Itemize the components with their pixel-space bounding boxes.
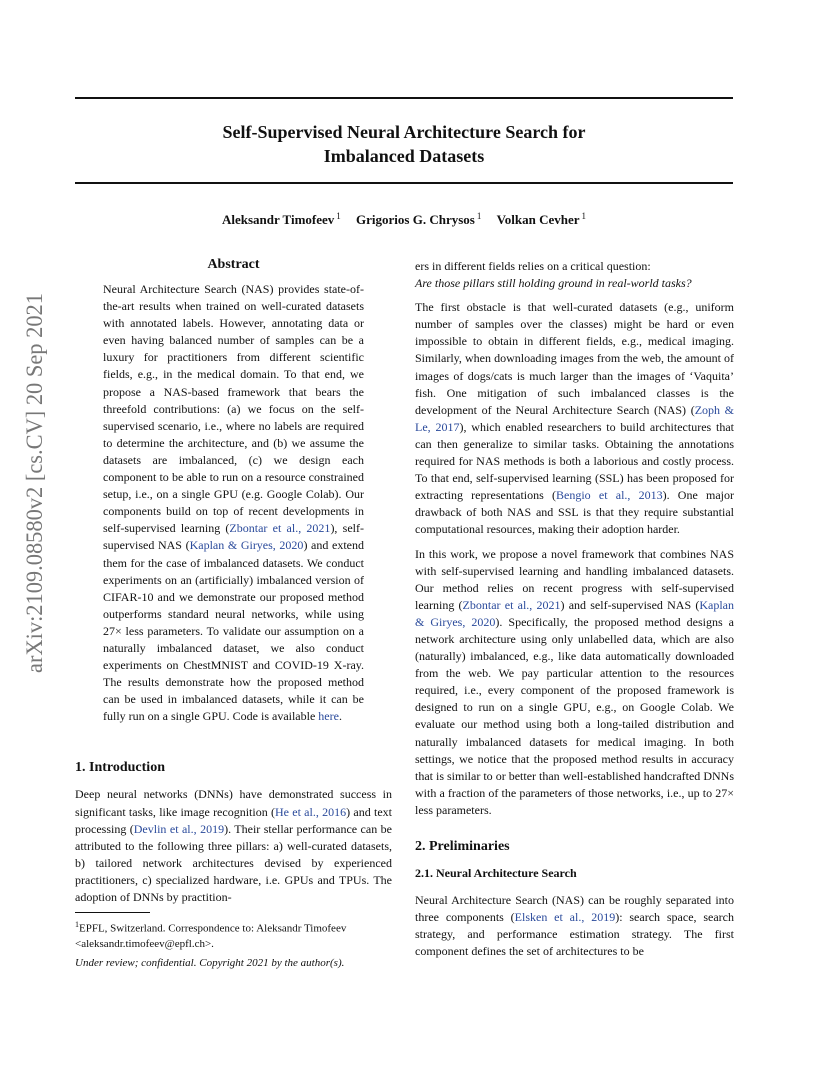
- title-line-2: Imbalanced Datasets: [323, 146, 485, 166]
- citation-link[interactable]: Kaplan & Giryes, 2020: [189, 538, 304, 553]
- body-text: ). One major drawback of both NAS and SSL is that they require substantial computational resources, making their adoption harder.: [415, 488, 734, 537]
- author-2-name: Grigorios G. Chrysos: [356, 212, 475, 228]
- preliminaries-heading: 2. Preliminaries: [415, 839, 510, 854]
- abstract-heading: Abstract: [207, 257, 260, 272]
- author-3: [497, 212, 586, 227]
- citation-link[interactable]: Zoph & Le, 2017: [415, 402, 734, 434]
- introduction-heading: 1. Introduction: [75, 760, 165, 776]
- body-text: ers in different fields relies on a critical question:: [415, 259, 651, 273]
- italic-question: Are those pillars still holding ground in real-world tasks?: [415, 276, 692, 291]
- citation-link[interactable]: Zbontar et al., 2021: [462, 597, 561, 612]
- abstract-text: Neural Architecture Search (NAS) provides state-of-the-art results when trained on well-curated datasets with annotated labels. However, annotating data or even having balanced number of samples can be a luxury for practitioners from different scientific fields, e.g., in the medical domain. To that end, we propose a NAS-based framework that bears the threefold contributions: (a) we focus on the self-supervised scenario, i.e., where no labels are required to determine the architecture, and (b) we assume the datasets are imbalanced, (c) we design each component to be able to run on a resource constrained setup, i.e., on a single GPU (e.g. Google Colab). Our components build on top of recent developments in self-supervised learning (: [103, 282, 364, 536]
- body-text: In this work, we propose a novel framework that combines NAS with self-supervised learning and handling imbalanced datasets. Our method relies on recent progress with self-supervised learning (: [415, 546, 734, 612]
- footnote-text: [75, 917, 392, 953]
- right-column: [415, 258, 734, 960]
- citation-link[interactable]: Bengio et al., 2013: [556, 488, 663, 503]
- footnote-rule: [75, 912, 150, 913]
- body-text: ). Their stellar performance can be attributed to the following three pillars: a) well-curated datasets, b) tailored network architectures devised by experienced practitioners, c) specialized hardware, i.e. GPUs and TPUs. The adoption of DNNs by practition-: [75, 821, 392, 904]
- body-text: ) and self-supervised NAS (: [560, 597, 700, 612]
- paragraph-obstacle: [415, 299, 734, 538]
- citation-link[interactable]: Zbontar et al., 2021: [229, 521, 331, 536]
- author-2: [356, 212, 481, 227]
- arxiv-stamp: [12, 290, 52, 675]
- abstract-text: .: [338, 709, 342, 724]
- abstract-text: ), self-supervised NAS (: [103, 521, 364, 553]
- introduction-paragraph: [75, 786, 392, 906]
- citation-link[interactable]: Devlin et al., 2019: [133, 821, 225, 836]
- footnote: [75, 912, 392, 953]
- footnote-marker: 1: [75, 920, 79, 929]
- code-link[interactable]: here: [318, 709, 339, 724]
- author-1-name: Aleksandr Timofeev: [221, 212, 335, 228]
- title-line-1: Self-Supervised Neural Architecture Search for: [222, 122, 586, 142]
- body-text: ): search space, search strategy, and performance estimation strategy. The first component defines the set of architectures to be: [415, 910, 735, 959]
- body-text: Neural Architecture Search (NAS) can be roughly separated into three components (: [415, 893, 734, 925]
- title-rule-bottom: [75, 182, 733, 184]
- paragraph-contribution: [415, 546, 734, 820]
- body-text: ) and text processing (: [75, 804, 392, 836]
- left-column: [75, 256, 392, 906]
- body-text: ). Specifically, the proposed method designs a network architecture using only unlabelled data, which are also (naturally) imbalanced, e.g., like data automatically downloaded from the web. We pay particular attention to the resources required, i.e., every component of the proposed framework is designed to run on a single GPU, e.g., on Google Colab. We evaluate our method using both a long-tailed distribution and naturally imbalanced datasets for medical imaging. In both settings, we notice that the proposed method results in accuracy that is similar to or better than well-established handcrafted DNNs with a fraction of the parameters of those networks, i.e., up to 27× less parameters.: [415, 614, 735, 817]
- body-text: ), which enabled researchers to build architectures that can then generalize to similar tasks. Obtaining the annotations required for NAS methods is both a laborious and costly process. To that end, self-supervised learning (SSL) has been proposed for extracting representations (: [415, 419, 734, 503]
- title-rule-top: [75, 97, 733, 99]
- author-list: [75, 211, 733, 228]
- paragraph-question: [415, 258, 734, 292]
- abstract-text: ) and extend them for the case of imbalanced datasets. We conduct experiments on an (artificially) imbalanced version of CIFAR-10 and we demonstrate our proposed method outperforms standard neural networks, while using 27× less parameters. To validate our assumption on a naturally imbalanced dataset, we also conduct experiments on ChestMNIST and COVID-19 X-ray. The results demonstrate how the proposed method can be used in imbalanced datasets, while it can be fully run on a single GPU. Code is available: [103, 538, 364, 724]
- paper-title: [75, 120, 733, 168]
- abstract-body: [103, 281, 364, 725]
- review-note: Under review; confidential. Copyright 2021 by the author(s).: [75, 957, 345, 969]
- author-1-affiliation: 1: [336, 211, 341, 221]
- nas-subheading: 2.1. Neural Architecture Search: [415, 866, 577, 880]
- author-3-affiliation: 1: [581, 211, 587, 221]
- arxiv-identifier: arXiv:2109.08580v2 [cs.CV] 20 Sep 2021: [22, 290, 48, 673]
- author-1: [222, 212, 341, 227]
- author-2-affiliation: 1: [476, 211, 482, 221]
- body-text: The first obstacle is that well-curated datasets (e.g., uniform number of samples over the classes) might be hard or even impossible to obtain in different fields, e.g., medical imaging. Similarly, when downloading images from the web, the amount of images of dogs/cats is much larger than the images of ‘Vaquita’ fish. One mitigation of such imbalanced classes is the development of the Neural Architecture Search (NAS) (: [415, 300, 734, 417]
- footnote-body: EPFL, Switzerland. Correspondence to: Aleksandr Timofeev <aleksandr.timofeev@epfl.ch>.: [75, 922, 347, 951]
- citation-link[interactable]: He et al., 2016: [274, 804, 347, 819]
- author-3-name: Volkan Cevher: [496, 212, 580, 228]
- paragraph-nas: [415, 892, 734, 960]
- body-text: Deep neural networks (DNNs) have demonstrated success in significant tasks, like image recognition (: [75, 787, 392, 819]
- citation-link[interactable]: Elsken et al., 2019: [514, 910, 616, 925]
- citation-link[interactable]: Kaplan & Giryes, 2020: [415, 597, 734, 629]
